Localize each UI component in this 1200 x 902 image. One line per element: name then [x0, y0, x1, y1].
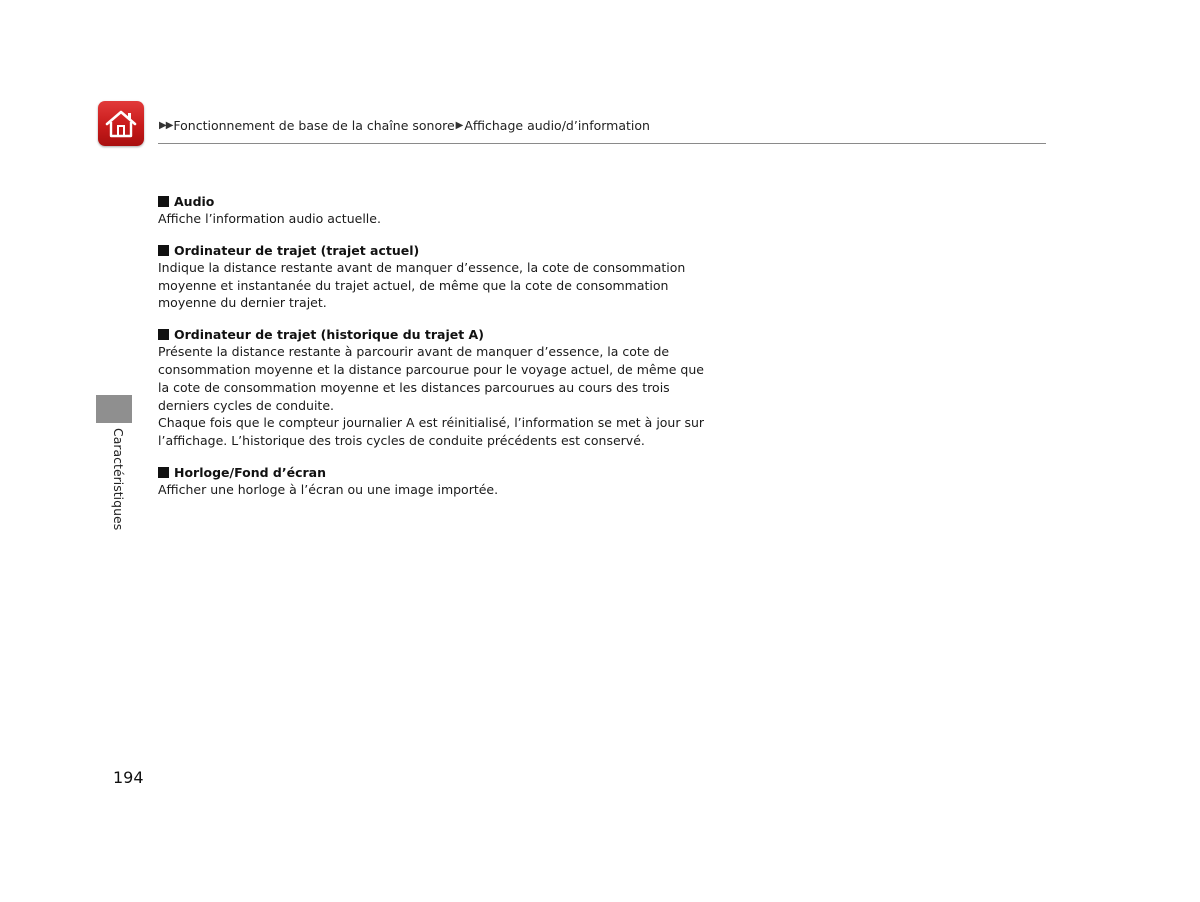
section-heading-text: Ordinateur de trajet (historique du trajet A)	[174, 327, 484, 343]
section-clock-wallpaper	[158, 464, 718, 499]
breadcrumb-link-display[interactable]: Affichage audio/d’information	[464, 117, 650, 133]
square-bullet-icon	[158, 245, 169, 256]
home-icon	[104, 109, 138, 139]
section-paragraph: Afficher une horloge à l’écran ou une image importée.	[158, 481, 499, 497]
main-content	[158, 193, 718, 513]
section-paragraph: Affiche l’information audio actuelle.	[158, 211, 381, 226]
section-paragraph: Indique la distance restante avant de manquer d’essence, la cote de consommation moyenne et instantanée du trajet actuel, de même que la cote de consommation moyenne du dernier trajet.	[158, 259, 686, 311]
section-heading-text: Horloge/Fond d’écran	[174, 464, 326, 480]
section-audio	[158, 193, 718, 228]
section-paragraph: Présente la distance restante à parcourir avant de manquer d’essence, la cote de consommation moyenne et la distance parcourue pour le voyage actuel, de même que la cote de consommation moyenne et les distances parcourues au cours des trois derniers cycles de conduite.	[158, 344, 704, 413]
breadcrumb-separator-icon: ▶	[455, 119, 464, 131]
section-trip-computer-history	[158, 326, 718, 450]
breadcrumb	[159, 116, 650, 134]
section-paragraph: Chaque fois que le compteur journalier A est réinitialisé, l’information se met à jour sur l’affichage. L’historique des trois cycles de conduite précédents est conservé.	[158, 415, 705, 449]
home-button[interactable]	[98, 101, 144, 146]
header-divider	[158, 143, 1046, 144]
chapter-tab[interactable]	[96, 395, 132, 423]
chapter-label: Caractéristiques	[111, 428, 126, 531]
square-bullet-icon	[158, 467, 169, 478]
section-heading	[158, 464, 718, 481]
section-heading	[158, 242, 718, 259]
section-heading	[158, 193, 718, 210]
section-heading-text: Ordinateur de trajet (trajet actuel)	[174, 242, 420, 258]
page-number: 194	[113, 768, 144, 787]
breadcrumb-arrow-icon: ▶▶	[159, 119, 173, 131]
section-trip-computer-current	[158, 242, 718, 312]
section-heading	[158, 326, 718, 343]
square-bullet-icon	[158, 329, 169, 340]
square-bullet-icon	[158, 196, 169, 207]
breadcrumb-link-audio-basics[interactable]: Fonctionnement de base de la chaîne sonore	[173, 117, 455, 133]
section-heading-text: Audio	[174, 194, 215, 209]
